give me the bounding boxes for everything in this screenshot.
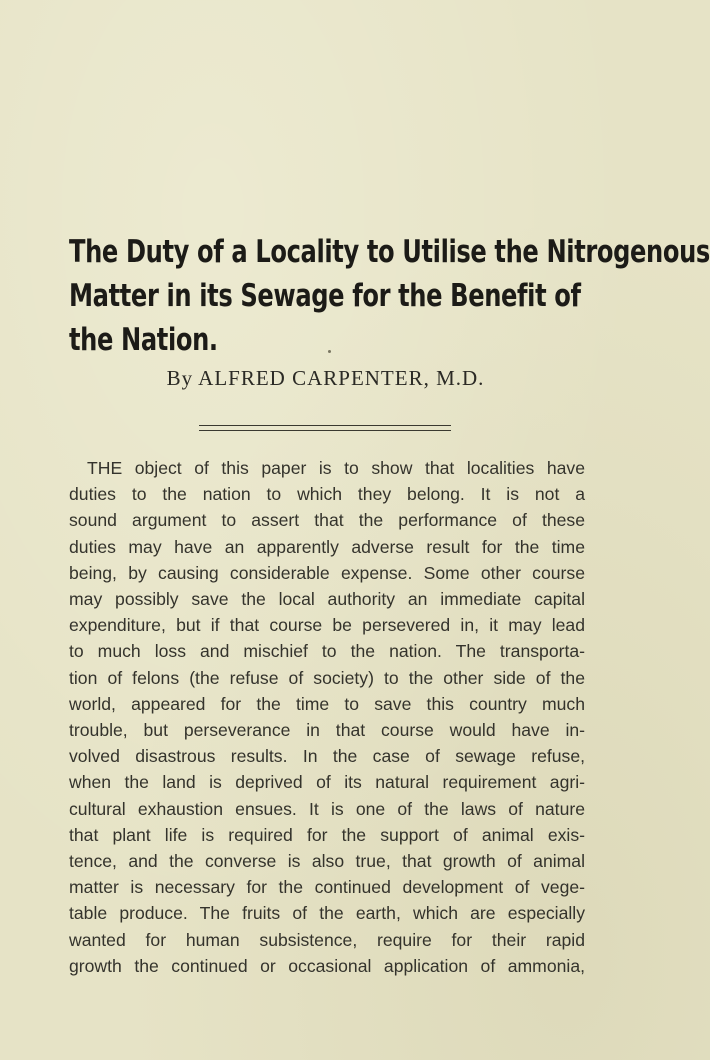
body-line: volved disastrous results. In the case of sewage refuse, — [69, 746, 585, 767]
body-line: THE object of this paper is to show that localities have — [87, 458, 585, 478]
body-line: table produce. The fruits of the earth, which are especially — [69, 903, 585, 924]
title-line: The Duty of a Locality to Utilise the Nitrogenous — [69, 234, 710, 270]
body-line: when the land is deprived of its natural requirement agri- — [69, 772, 585, 793]
body-line: to much loss and mischief to the nation. The transporta- — [69, 641, 585, 662]
body-line: growth the continued or occasional application of ammonia, — [69, 955, 585, 976]
title-line: the Nation. — [69, 322, 218, 358]
body-line: duties may have an apparently adverse result for the time — [69, 536, 585, 557]
body-line: expenditure, but if that course be persevered in, it may lead — [69, 615, 585, 636]
body-line: sound argument to assert that the performance of these — [69, 510, 585, 531]
divider-rule-top — [199, 425, 451, 426]
body-line: cultural exhaustion ensues. It is one of the laws of nature — [69, 798, 585, 819]
body-paragraph — [69, 455, 585, 979]
title-line: Matter in its Sewage for the Benefit of — [69, 278, 581, 314]
body-line: duties to the nation to which they belong. It is not a — [69, 484, 585, 505]
body-line: may possibly save the local authority an immediate capital — [69, 589, 585, 610]
divider-rule-bottom — [199, 430, 451, 431]
body-line: that plant life is required for the support of animal exis- — [69, 824, 585, 845]
body-line: wanted for human subsistence, require for their rapid — [69, 929, 585, 950]
body-line: trouble, but perseverance in that course would have in- — [69, 720, 585, 741]
print-speck — [328, 350, 331, 353]
author-byline: By ALFRED CARPENTER, M.D. — [166, 366, 485, 390]
body-line: tion of felons (the refuse of society) to the other side of the — [69, 667, 585, 688]
body-line: world, appeared for the time to save this country much — [69, 693, 585, 714]
body-line: being, by causing considerable expense. Some other course — [69, 562, 585, 583]
body-line: tence, and the converse is also true, that growth of animal — [69, 851, 585, 872]
body-line: matter is necessary for the continued development of vege- — [69, 877, 585, 898]
article-title — [69, 230, 710, 362]
